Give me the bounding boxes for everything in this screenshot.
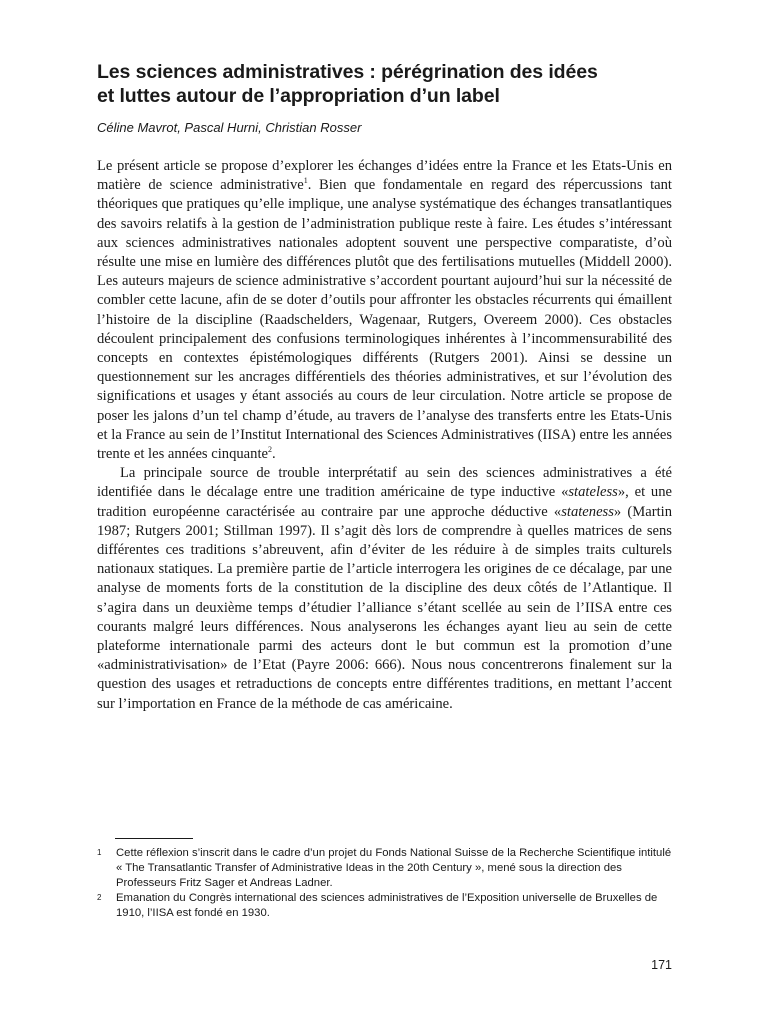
article-title bbox=[97, 60, 672, 108]
footnote-2-number: 2 bbox=[97, 893, 102, 902]
article-page bbox=[97, 60, 672, 714]
body-paragraph-1 bbox=[97, 157, 672, 464]
footnote-ref-2[interactable]: 2 bbox=[268, 445, 272, 455]
footnote-divider bbox=[115, 838, 193, 839]
article-body bbox=[97, 157, 672, 714]
footnotes bbox=[97, 846, 672, 921]
title-line-1: Les sciences administratives : pérégrination des idées bbox=[97, 61, 598, 83]
footnote-1 bbox=[97, 846, 672, 891]
term-stateless: stateless bbox=[568, 484, 618, 501]
paragraph-2-text-a: La principale source de trouble interprétatif au sein des sciences administratives a été identifiée dans le décalage entre une tradition américaine de type inductive « bbox=[97, 465, 672, 501]
paragraph-1-text-b: . Bien que fondamentale en regard des répercussions tant théoriques que pratiques qu’elle implique, une analyse systématique des échanges transatlantiques des savoirs relatifs à la gestion de l’administration publique reste à faire. Les études s’intéressant aux sciences administratives nationales adoptent souvent une perspective comparatiste, d’où résulte une mise en lumière des différences plutôt que des fertilisations mutuelles (Middell 2000). Les auteurs majeurs de science administrative s’accordent pourtant aujourd’hui sur la nécessité de combler cette lacune, afin de se doter d’outils pour affronter les obstacles récurrents qui émaillent l’histoire de la discipline (Raadschelders, Wagenaar, Rutgers, Overeem 2000). Ces obstacles découlent principalement des confusions terminologiques inhérentes à l’incommensurabilité des concepts en contextes épistémologiques différents (Rutgers 2001). Ainsi se dessine un questionnement sur les ancrages différentiels des théories administratives, et sur l’évolution des significations et usages y étant associés au cours de leur circulation. Notre article se propose de poser les jalons d’un tel champ d’étude, au travers de l’analyse des transferts entre les Etats-Unis et la France au sein de l’Institut International des Sciences Administratives (IISA) entre les années trente et les années cinquante bbox=[97, 177, 672, 463]
body-paragraph-2 bbox=[97, 464, 672, 714]
title-line-2: et luttes autour de l’appropriation d’un label bbox=[97, 85, 500, 107]
term-stateness: stateness bbox=[561, 503, 614, 520]
footnote-1-text: Cette réflexion s’inscrit dans le cadre d’un projet du Fonds National Suisse de la Recherche Scientifique intitulé « The Transatlantic Transfer of Administrative Ideas in the 20th Century », mené sous la direction des Professeurs Fritz Sager et Andreas Ladner. bbox=[116, 847, 672, 889]
paragraph-2-text-c: » (Martin 1987; Rutgers 2001; Stillman 1997). Il s’agit dès lors de comprendre à quelles matrices de sens différentes ces traditions s’abreuvent, afin d’éviter de les réduire à de simples traits culturels nationaux statiques. La première partie de l’article interrogera les origines de ce décalage, par une analyse de moments forts de la constitution de la discipline des deux côtés de l’Atlantique. Il s’agira dans un deuxième temps d’étudier l’alliance s’étant scellée au sein de l’IISA entre ces courants malgré leurs différences. Nous analyserons les échanges ayant lieu au sein de cette plateforme internationale parmi des acteurs dont le but commun est la promotion d’une «administrativisation» de l’Etat (Payre 2006: 666). Nous nous concentrerons finalement sur la question des usages et retraductions de concepts entre différentes traditions, en mettant l’accent sur l’importation en France de la méthode de cas américaine. bbox=[97, 503, 672, 712]
paragraph-1-text-a: Le présent article se propose d’explorer les échanges d’idées entre la France et les Etats-Unis en matière de science administrative bbox=[97, 158, 672, 194]
paragraph-2-text-b: », et une tradition européenne caractérisée au contraire par une approche déductive « bbox=[97, 484, 672, 520]
paragraph-1-text-c: . bbox=[272, 446, 276, 463]
footnote-2-text: Emanation du Congrès international des sciences administratives de l’Exposition universelle de Bruxelles de 1910, l’IISA est fondé en 1930. bbox=[116, 892, 658, 919]
footnote-2 bbox=[97, 891, 672, 921]
article-authors: Céline Mavrot, Pascal Hurni, Christian Rosser bbox=[97, 120, 362, 135]
footnote-ref-1[interactable]: 1 bbox=[303, 176, 308, 186]
page-number: 171 bbox=[651, 958, 672, 972]
footnote-1-number: 1 bbox=[97, 848, 102, 857]
